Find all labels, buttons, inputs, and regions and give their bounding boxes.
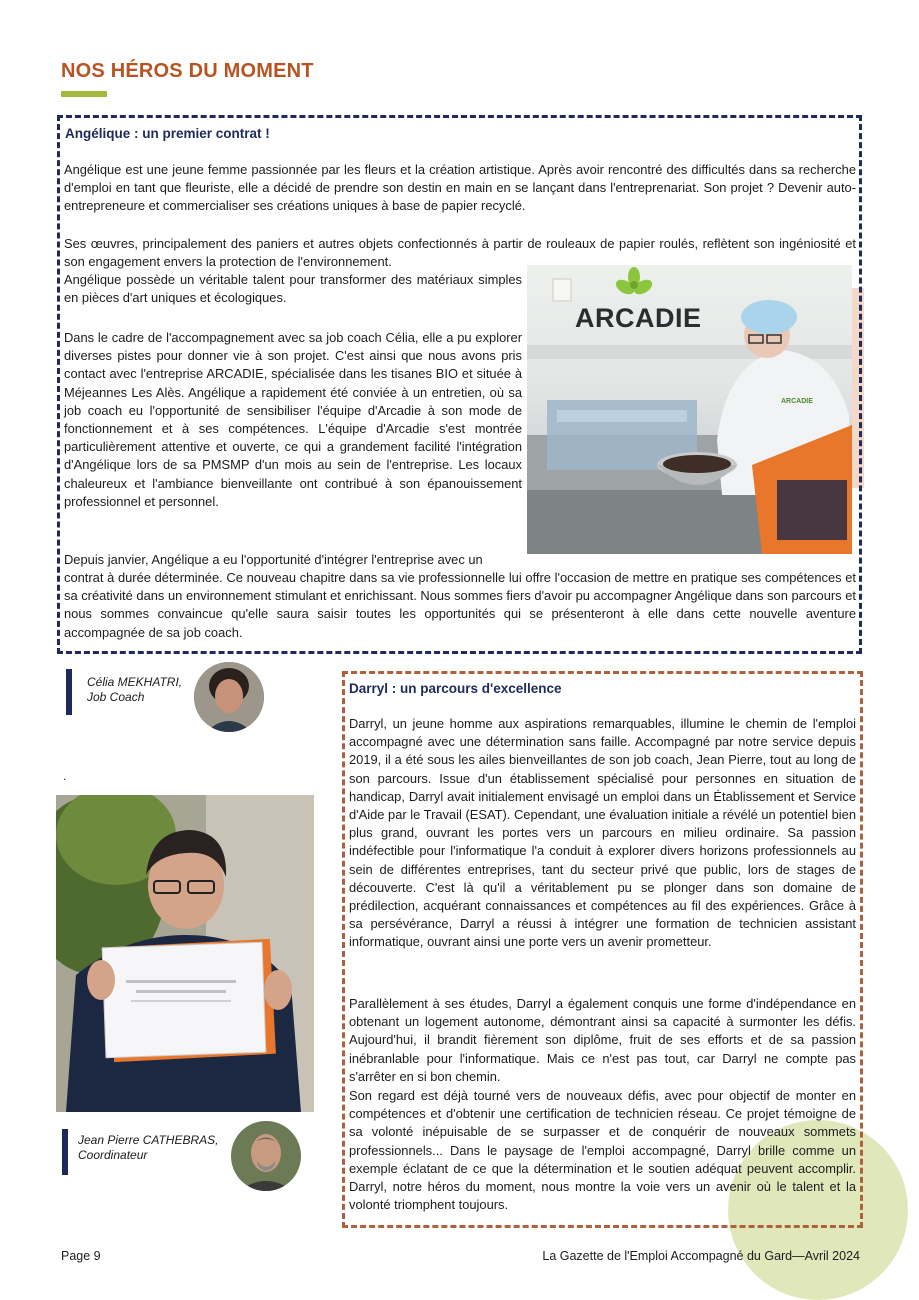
section-title: NOS HÉROS DU MOMENT (61, 60, 314, 82)
footer-publication: La Gazette de l'Emploi Accompagné du Gard—Avril 2024 (542, 1249, 860, 1263)
article-darryl-paragraph-3: Son regard est déjà tourné vers de nouveaux défis, avec pour objectif de monter en compétences et d'obtenir une certification de technicien réseau. Ce projet témoigne de sa volonté inépuisable de se surpasser et de conquérir de nouveaux sommets professionnels... Dans le paysage de l'emploi accompagné, Darryl brille comme un exemple éclatant de ce que la détermination et le soutien adéquat peuvent accomplir. Darryl, notre héros du moment, nous montre la voie vers un avenir où le talent et la volonté triomphent toujours. (349, 1088, 856, 1213)
author-celia-name: Célia MEKHATRI, (87, 675, 183, 689)
article-darryl-paragraph-1: Darryl, un jeune homme aux aspirations remarquables, illumine le chemin de l'emploi accompagné avec une détermination sans faille. Accompagné par notre service depuis 2019, il a été sous les ailes bienveillantes de son job coach, Jean Pierre, tout au long de son parcours. Issue d'un établissement spécialisé pour personnes en situation de handicap, Darryl avait initialement envisagé un emploi dans un Établissement et Service d'Aide par le Travail (ESAT). Cependant, une évaluation initiale a révélé un potentiel bien plus grand, ouvrant les portes vers un parcours en milieu ordinaire. Sa passion indéfectible pour l'informatique l'a conduit à explorer divers horizons professionnels au sein de différentes entreprises, tant du secteur privé que public, lors de stages de découverte. C'est là qu'il a véritablement pu se plonger dans son domaine de prédilection, acquérant connaissances et compétences au fil des expériences. Grâce à sa persévérance, Darryl a réussi à intégrer une formation de technicien assistant informatique, ouvrant ainsi une porte vers un avenir prometteur. (349, 716, 856, 950)
article-angelique-paragraph-2a: Ses œuvres, principalement des paniers et autres objets confectionnés à partir de rouleaux de papier roulés, reflètent son ingéniosité et son engagement envers la protection de l'environnement. (64, 236, 856, 270)
arcadie-photo (527, 265, 852, 554)
avatar-jean-pierre-illustration (231, 1121, 301, 1191)
stray-dot: . (63, 769, 67, 783)
arcadie-badge-text: ARCADIE (781, 398, 813, 405)
darryl-photo (56, 795, 314, 1112)
article-angelique-paragraph-3: Dans le cadre de l'accompagnement avec sa job coach Célia, elle a pu explorer diverses pistes pour donner vie à son projet. C'est ainsi que nous avons pris contact avec l'entreprise ARCADIE, spécialisée dans les tisanes BIO et située à Méjeannes Les Alès. Angélique a rapidement été conviée à un entretien, où sa job coach eu l'opportunité de sensibiliser l'équipe d'Arcadie à son mode de fonctionnement et à ses compétences. L'équipe d'Arcadie s'est montrée particulièrement attentive et ouverte, ce qui a grandement facilité l'intégration d'Angélique lors de sa PMSMP d'un mois au sein de l'entreprise. Les locaux chaleureux et l'ambiance bienveillante ont contribué à son épanouissement professionnel et personnel. (64, 330, 522, 509)
page-number: Page 9 (61, 1249, 101, 1263)
avatar-celia-illustration (194, 662, 264, 732)
arcadie-logo-text: ARCADIE (575, 303, 702, 333)
article-darryl-title: Darryl : un parcours d'excellence (349, 681, 562, 696)
author-jean-pierre-role: Coordinateur (78, 1148, 148, 1162)
author-jean-pierre-name: Jean Pierre CATHEBRAS, (78, 1133, 219, 1147)
darryl-photo-illustration (56, 795, 314, 1112)
article-angelique-paragraph-1: Angélique est une jeune femme passionnée par les fleurs et la création artistique. Après avoir rencontré des difficultés dans sa recherche d'emploi en tant que fleuriste, elle a décidé de prendre son destin en main en se lançant dans l'entreprenariat. Son projet ? Devenir auto-entrepreneure et commercialiser ses créations uniques à base de papier recyclé. (64, 162, 856, 214)
author-celia-bar (66, 669, 72, 715)
article-angelique-paragraph-2b: Angélique possède un véritable talent pour transformer des matériaux simples en pièces d'art uniques et écologiques. (64, 272, 522, 306)
avatar-celia (194, 662, 264, 732)
title-underline (61, 91, 107, 97)
article-darryl-paragraph-2: Parallèlement à ses études, Darryl a également conquis une forme d'indépendance en obtenant un logement autonome, démontrant ainsi sa capacité à surmonter les défis. Aujourd'hui, il brandit fièrement son diplôme, fruit de ses efforts et de sa passion inébranlable pour l'informatique. Mais ce n'est pas tout, car Darryl ne compte pas s'arrêter en si bon chemin. (349, 996, 856, 1084)
article-angelique-paragraph-4b: contrat à durée déterminée. Ce nouveau chapitre dans sa vie professionnelle lui offre l'occasion de mettre en pratique ses compétences et sa créativité dans un environnement stimulant et enrichissant. Nous sommes fiers d'avoir pu accompagner Angélique dans son parcours et nous sommes convaincue qu'elle saura saisir toutes les opportunités qui se présenteront à elle dans cette nouvelle aventure accompagnée de sa job coach. (64, 570, 856, 640)
avatar-jean-pierre (231, 1121, 301, 1191)
article-angelique-title: Angélique : un premier contrat ! (65, 126, 270, 141)
author-jean-pierre-bar (62, 1129, 68, 1175)
article-angelique-paragraph-4a: Depuis janvier, Angélique a eu l'opportunité d'intégrer l'entreprise avec un (64, 552, 483, 567)
author-celia-role: Job Coach (87, 690, 145, 704)
